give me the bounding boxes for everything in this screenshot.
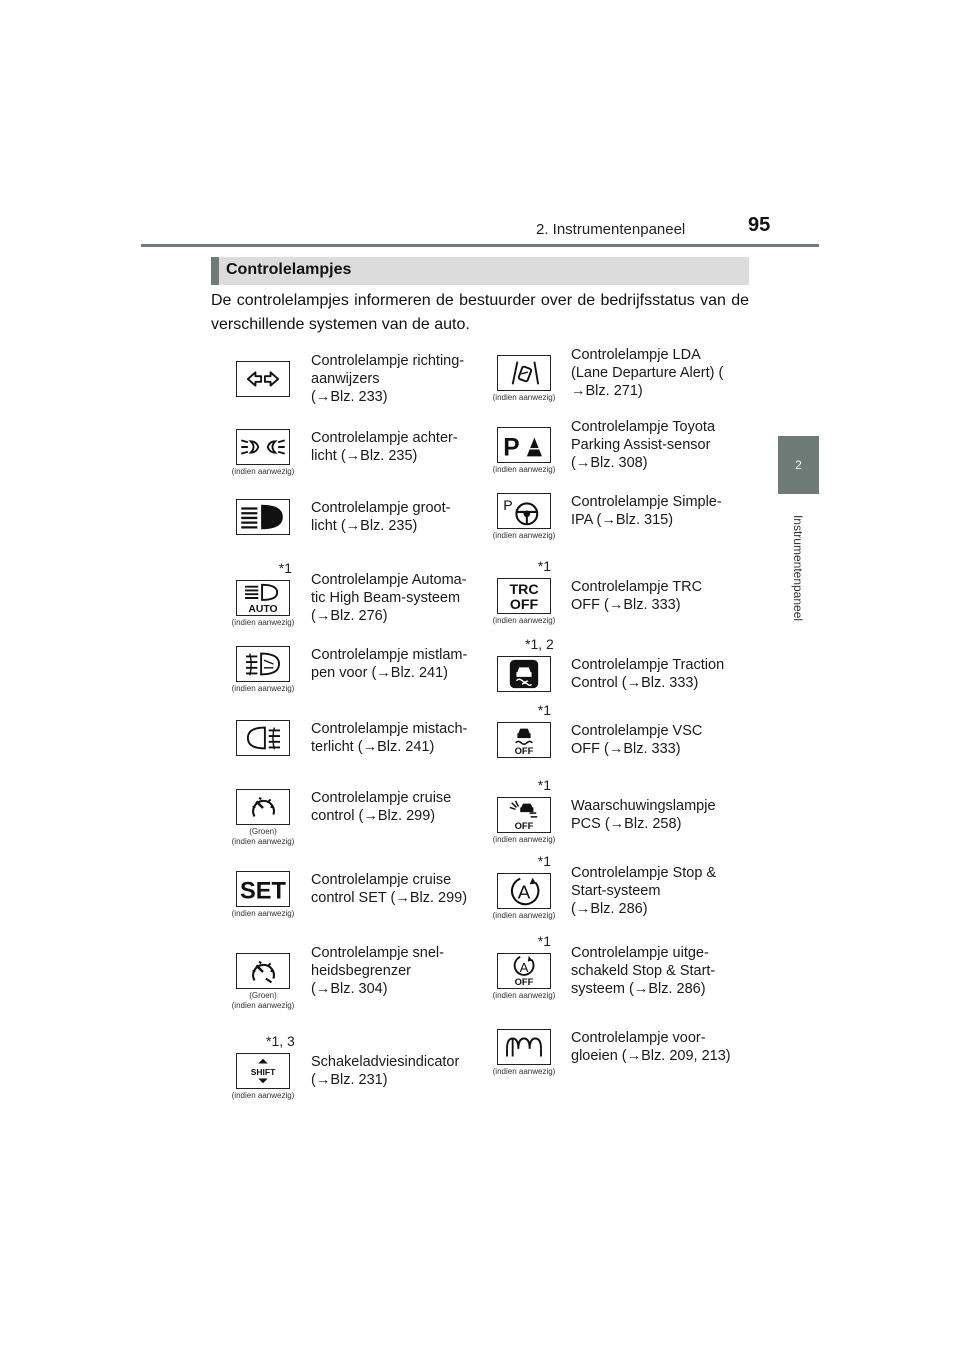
indicator-description [571,864,741,918]
description-line: Controlelampje achter- [311,430,458,446]
shift-indicator-icon [236,1053,290,1089]
description-line: →Blz. 271) [571,383,643,399]
indicator-description [571,493,741,529]
icon-caption-line: (indien aanwezig) [492,835,556,844]
chapter-tab: 2 [778,436,819,494]
icon-caption [484,531,564,541]
indicator-description [571,722,741,758]
footnote-marker: *1 [537,702,551,718]
footnote-marker: *1, 3 [266,1033,295,1049]
footnote-marker: *1, 2 [525,636,554,652]
description-line: heidsbegrenzer [311,963,411,979]
icon-caption-line: (indien aanwezig) [492,911,556,920]
icon-caption [484,1067,564,1077]
intro-paragraph: De controlelampjes informeren de bestuurder over de bedrijfsstatus van de verschillende systemen van de auto. [211,292,749,333]
indicator-description [311,571,481,625]
icon-caption-line: (indien aanwezig) [231,684,295,693]
header-section-title: 2. Instrumentenpaneel [536,221,686,238]
description-line: Controlelampje mistlam- [311,647,468,663]
pcs-off-icon-text: OFF [514,821,534,832]
description-line: (→Blz. 231) [311,1072,388,1088]
header-rule [141,244,819,247]
description-line: Controlelampje mistach- [311,721,468,737]
footnote-marker: *1 [537,777,551,793]
description-line: systeem (→Blz. 286) [571,981,706,997]
footnote-marker: *1 [537,933,551,949]
icon-caption-line: (indien aanwezig) [492,393,556,402]
icon-caption-line: (indien aanwezig) [231,909,295,918]
description-line: control (→Blz. 299) [311,808,436,824]
ipa-p-text: P [503,498,513,515]
description-line: licht (→Blz. 235) [311,448,418,464]
indicator-description [571,656,741,692]
description-line: Controlelampje Simple- [571,494,722,510]
section-heading [211,257,749,285]
description-line: tic High Beam-systeem [311,590,461,606]
indicator-description [571,578,741,614]
description-line: OFF (→Blz. 333) [571,741,681,757]
vsc-off-icon [497,722,551,758]
description-line: (→Blz. 276) [311,608,388,624]
icon-caption-line: (indien aanwezig) [231,837,295,846]
turn-signal-icon [236,361,290,397]
speed-limiter-icon [236,953,290,989]
auto-high-beam-icon [236,580,290,616]
description-line: Controlelampje voor- [571,1030,706,1046]
description-line: Controlelampje Toyota [571,419,716,435]
indicator-description [571,346,741,400]
icon-caption-line: (indien aanwezig) [231,467,295,476]
icon-caption [223,909,303,919]
description-line: (→Blz. 308) [571,455,648,471]
icon-caption-line: (indien aanwezig) [492,616,556,625]
description-line: Controlelampje cruise [311,790,452,806]
icon-caption [223,467,303,477]
footnote-marker: *1 [537,558,551,574]
stop-start-off-a-text: A [519,959,529,975]
icon-caption [484,616,564,626]
description-line: aanwijzers [311,371,380,387]
description-line: Controlelampje cruise [311,872,452,888]
indicator-description [311,789,481,825]
trc-off-icon-text: OFF [509,597,539,613]
description-line: Controlelampje richting- [311,353,465,369]
icon-caption [484,393,564,403]
glow-plug-icon [497,1029,551,1065]
icon-caption-line: (indien aanwezig) [492,465,556,474]
description-line: (Lane Departure Alert) ( [571,365,724,381]
pcs-warning-icon [497,797,551,833]
description-line: Controlelampje LDA [571,347,701,363]
indicator-description [311,499,481,535]
indicator-description [571,797,741,833]
shift-icon-text: SHIFT [250,1066,276,1077]
footnote-marker: *1 [278,560,292,576]
icon-caption [484,911,564,921]
description-line: Start-systeem [571,883,661,899]
indicator-description [571,944,741,998]
section-title: Controlelampjes [226,261,352,278]
trc-off-icon [497,578,551,614]
description-line: licht (→Blz. 235) [311,518,418,534]
front-fog-icon [236,646,290,682]
description-line: Controlelampje Stop & [571,865,717,881]
indicator-description [311,429,481,465]
description-line: OFF (→Blz. 333) [571,597,681,613]
lda-icon [497,355,551,391]
description-line: schakeld Stop & Start- [571,963,716,979]
icon-caption-line: (indien aanwezig) [231,1091,295,1100]
description-line: Controlelampje uitge- [571,945,709,961]
indicator-description [571,1029,741,1065]
icon-caption [484,465,564,475]
icon-caption [484,835,564,845]
description-line: (→Blz. 233) [311,389,388,405]
description-line: IPA (→Blz. 315) [571,512,674,528]
indicator-description [311,352,481,406]
description-line: PCS (→Blz. 258) [571,816,682,832]
icon-caption-line: (indien aanwezig) [492,531,556,540]
indicator-description [311,871,481,907]
parking-p-text: P [503,434,520,462]
description-line: Controlelampje VSC [571,723,703,739]
indicator-description [311,720,481,756]
icon-caption [223,618,303,628]
indicator-description [311,1053,481,1089]
description-line: Controlelampje TRC [571,579,703,595]
description-line: terlicht (→Blz. 241) [311,739,435,755]
description-line: gloeien (→Blz. 209, 213) [571,1048,731,1064]
description-line: Controlelampje Automa- [311,572,467,588]
icon-caption-line: (Groen) [249,991,277,1000]
indicator-description [311,944,481,998]
description-line: control SET (→Blz. 299) [311,890,468,906]
chapter-side-label [788,500,808,635]
description-line: Parking Assist-sensor [571,437,711,453]
stop-start-off-text: OFF [514,977,534,988]
page-number: 95 [748,214,771,236]
simple-ipa-icon [497,493,551,529]
set-icon-text: SET [240,878,286,905]
stop-start-off-icon [497,953,551,989]
rear-fog-icon [236,720,290,756]
parking-assist-icon [497,427,551,463]
icon-caption [223,684,303,694]
icon-caption-line: (indien aanwezig) [231,1001,295,1010]
icon-caption-line: (indien aanwezig) [492,991,556,1000]
icon-caption [484,991,564,1001]
trc-icon-text: TRC [509,582,539,599]
indicator-description [311,646,481,682]
icon-caption-line: (Groen) [249,827,277,836]
tail-light-icon [236,429,290,465]
description-line: (→Blz. 304) [311,981,388,997]
icon-caption-line: (indien aanwezig) [231,618,295,627]
description-line: pen voor (→Blz. 241) [311,665,449,681]
description-line: Controlelampje groot- [311,500,451,516]
vsc-off-icon-text: OFF [514,746,534,757]
high-beam-icon [236,499,290,535]
indicator-description [571,418,741,472]
stop-start-a-text: A [517,882,531,904]
description-line: Schakeladviesindicator [311,1054,460,1070]
icon-caption [223,1091,303,1101]
footnote-marker: *1 [537,853,551,869]
section-heading-accent [211,257,219,285]
set-icon [236,871,290,907]
cruise-control-icon [236,789,290,825]
icon-caption-line: (indien aanwezig) [492,1067,556,1076]
description-line: Controlelampje Traction [571,657,725,673]
description-line: Control (→Blz. 333) [571,675,699,691]
auto-icon-text: AUTO [248,604,278,615]
icon-caption [223,827,303,847]
icon-caption [223,991,303,1011]
stop-start-icon [497,873,551,909]
description-line: Controlelampje snel- [311,945,444,961]
traction-control-icon [497,656,551,692]
chapter-side-label-text: Instrumentenpaneel [791,514,805,621]
description-line: (→Blz. 286) [571,901,648,917]
description-line: Waarschuwingslampje [571,798,716,814]
